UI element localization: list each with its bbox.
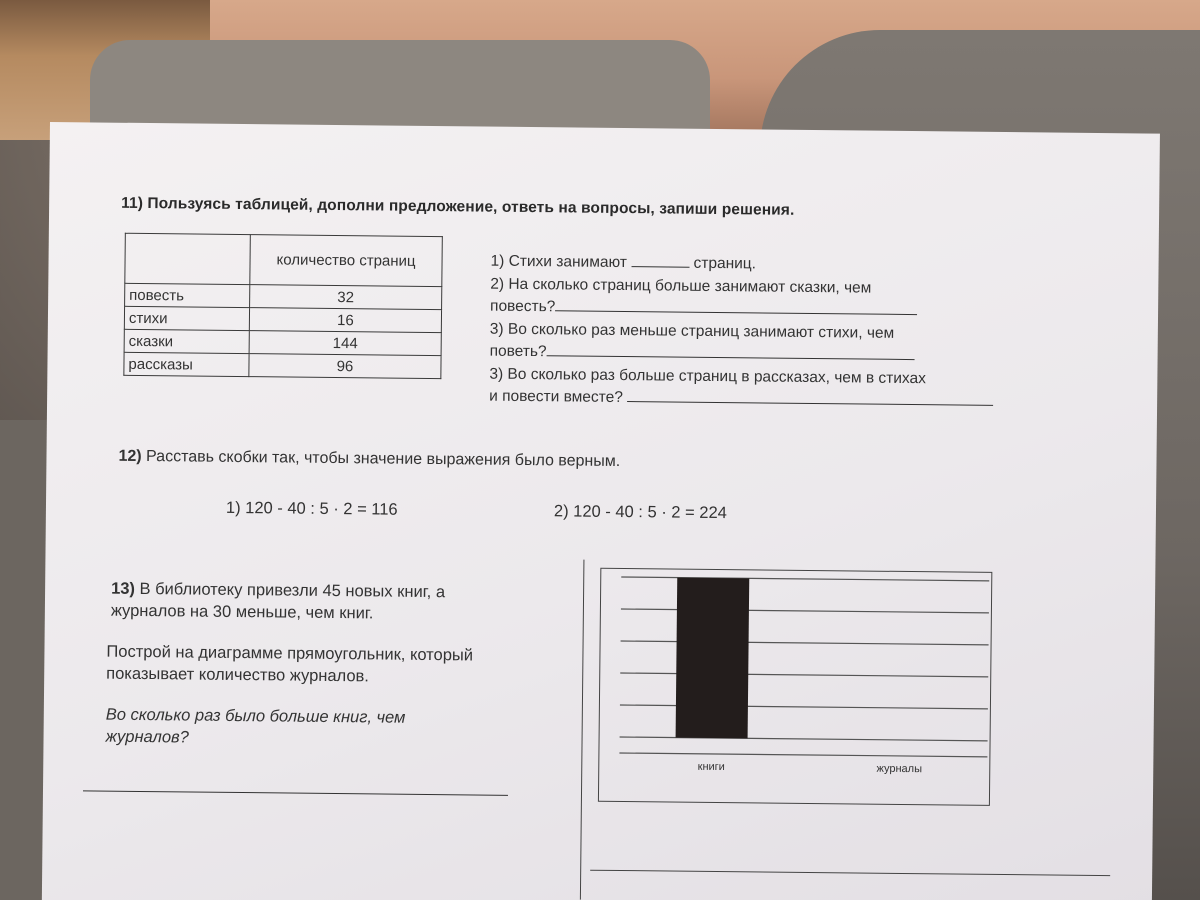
table-row [124,329,441,355]
question-1: 1) Стихи занимают страниц. [490,252,757,273]
grid-line [620,737,988,741]
table-cell-name: повесть [125,283,250,307]
task-13-question: Во сколько раз было больше книг, чем журналов? [105,705,406,747]
task-11-questions [489,251,995,414]
table-header-blank [125,233,251,284]
question-4-line1: 3) Во сколько раз больше страниц в рассказах, чем в стихах [489,365,927,387]
grid-line [620,673,988,677]
table-cell-value: 32 [250,285,442,310]
task-13-answer-line[interactable] [83,790,508,795]
question-3-line2: поветь? [489,341,993,369]
table-row [124,352,441,378]
table-cell-value: 96 [249,354,441,379]
table-cell-value: 16 [249,308,441,333]
grid-line [621,577,989,581]
table-row [124,306,441,332]
table-cell-name: рассказы [124,352,249,376]
pages-table [123,233,442,379]
grid-line [620,705,988,709]
question-2-line2: повесть? [490,296,994,324]
bottom-answer-line[interactable] [590,870,1110,876]
answer-blank[interactable] [631,253,689,268]
table-row [125,283,442,309]
answer-line[interactable] [627,388,993,406]
table-header-row [125,233,443,286]
table-header-pages: количество страниц [250,235,443,287]
task-13-instruction: Построй на диаграмме прямоугольник, который показывает количество журналов. [106,642,474,686]
chart-svg [599,569,991,805]
axis-line [619,753,987,757]
table-cell-name: сказки [124,329,249,353]
category-label: журналы [876,762,923,776]
grid-line [621,609,989,613]
task-13-text: 13) В библиотеку привезли 45 новых книг, а журналов на 30 меньше, чем книг. [110,579,446,623]
task-11-title: 11) Пользуясь таблицей, дополни предложение, ответь на вопросы, запиши решения. [121,194,795,219]
task-13 [105,578,577,753]
expression-2: 2) 120 - 40 : 5 · 2 = 224 [553,502,727,523]
answer-line[interactable] [547,342,915,360]
question-2-line1: 2) На сколько страниц больше занимают сказки, чем [490,275,872,297]
table-cell-value: 144 [249,331,441,356]
worksheet-paper [42,122,1160,900]
table-cell-name: стихи [124,306,249,330]
task-12-title: 12) Расставь скобки так, чтобы значение выражения было верным. [118,447,621,470]
question-3-line1: 3) Во сколько раз меньше страниц занимают стихи, чем [489,320,895,342]
bar-chart [598,568,992,806]
expression-1: 1) 120 - 40 : 5 · 2 = 116 [225,498,398,519]
category-label: книги [697,760,725,774]
answer-line[interactable] [555,297,917,315]
question-4-line2: и повести вместе? [489,386,993,414]
grid-line [621,641,989,645]
bar-0 [676,578,750,739]
column-divider [580,560,585,900]
